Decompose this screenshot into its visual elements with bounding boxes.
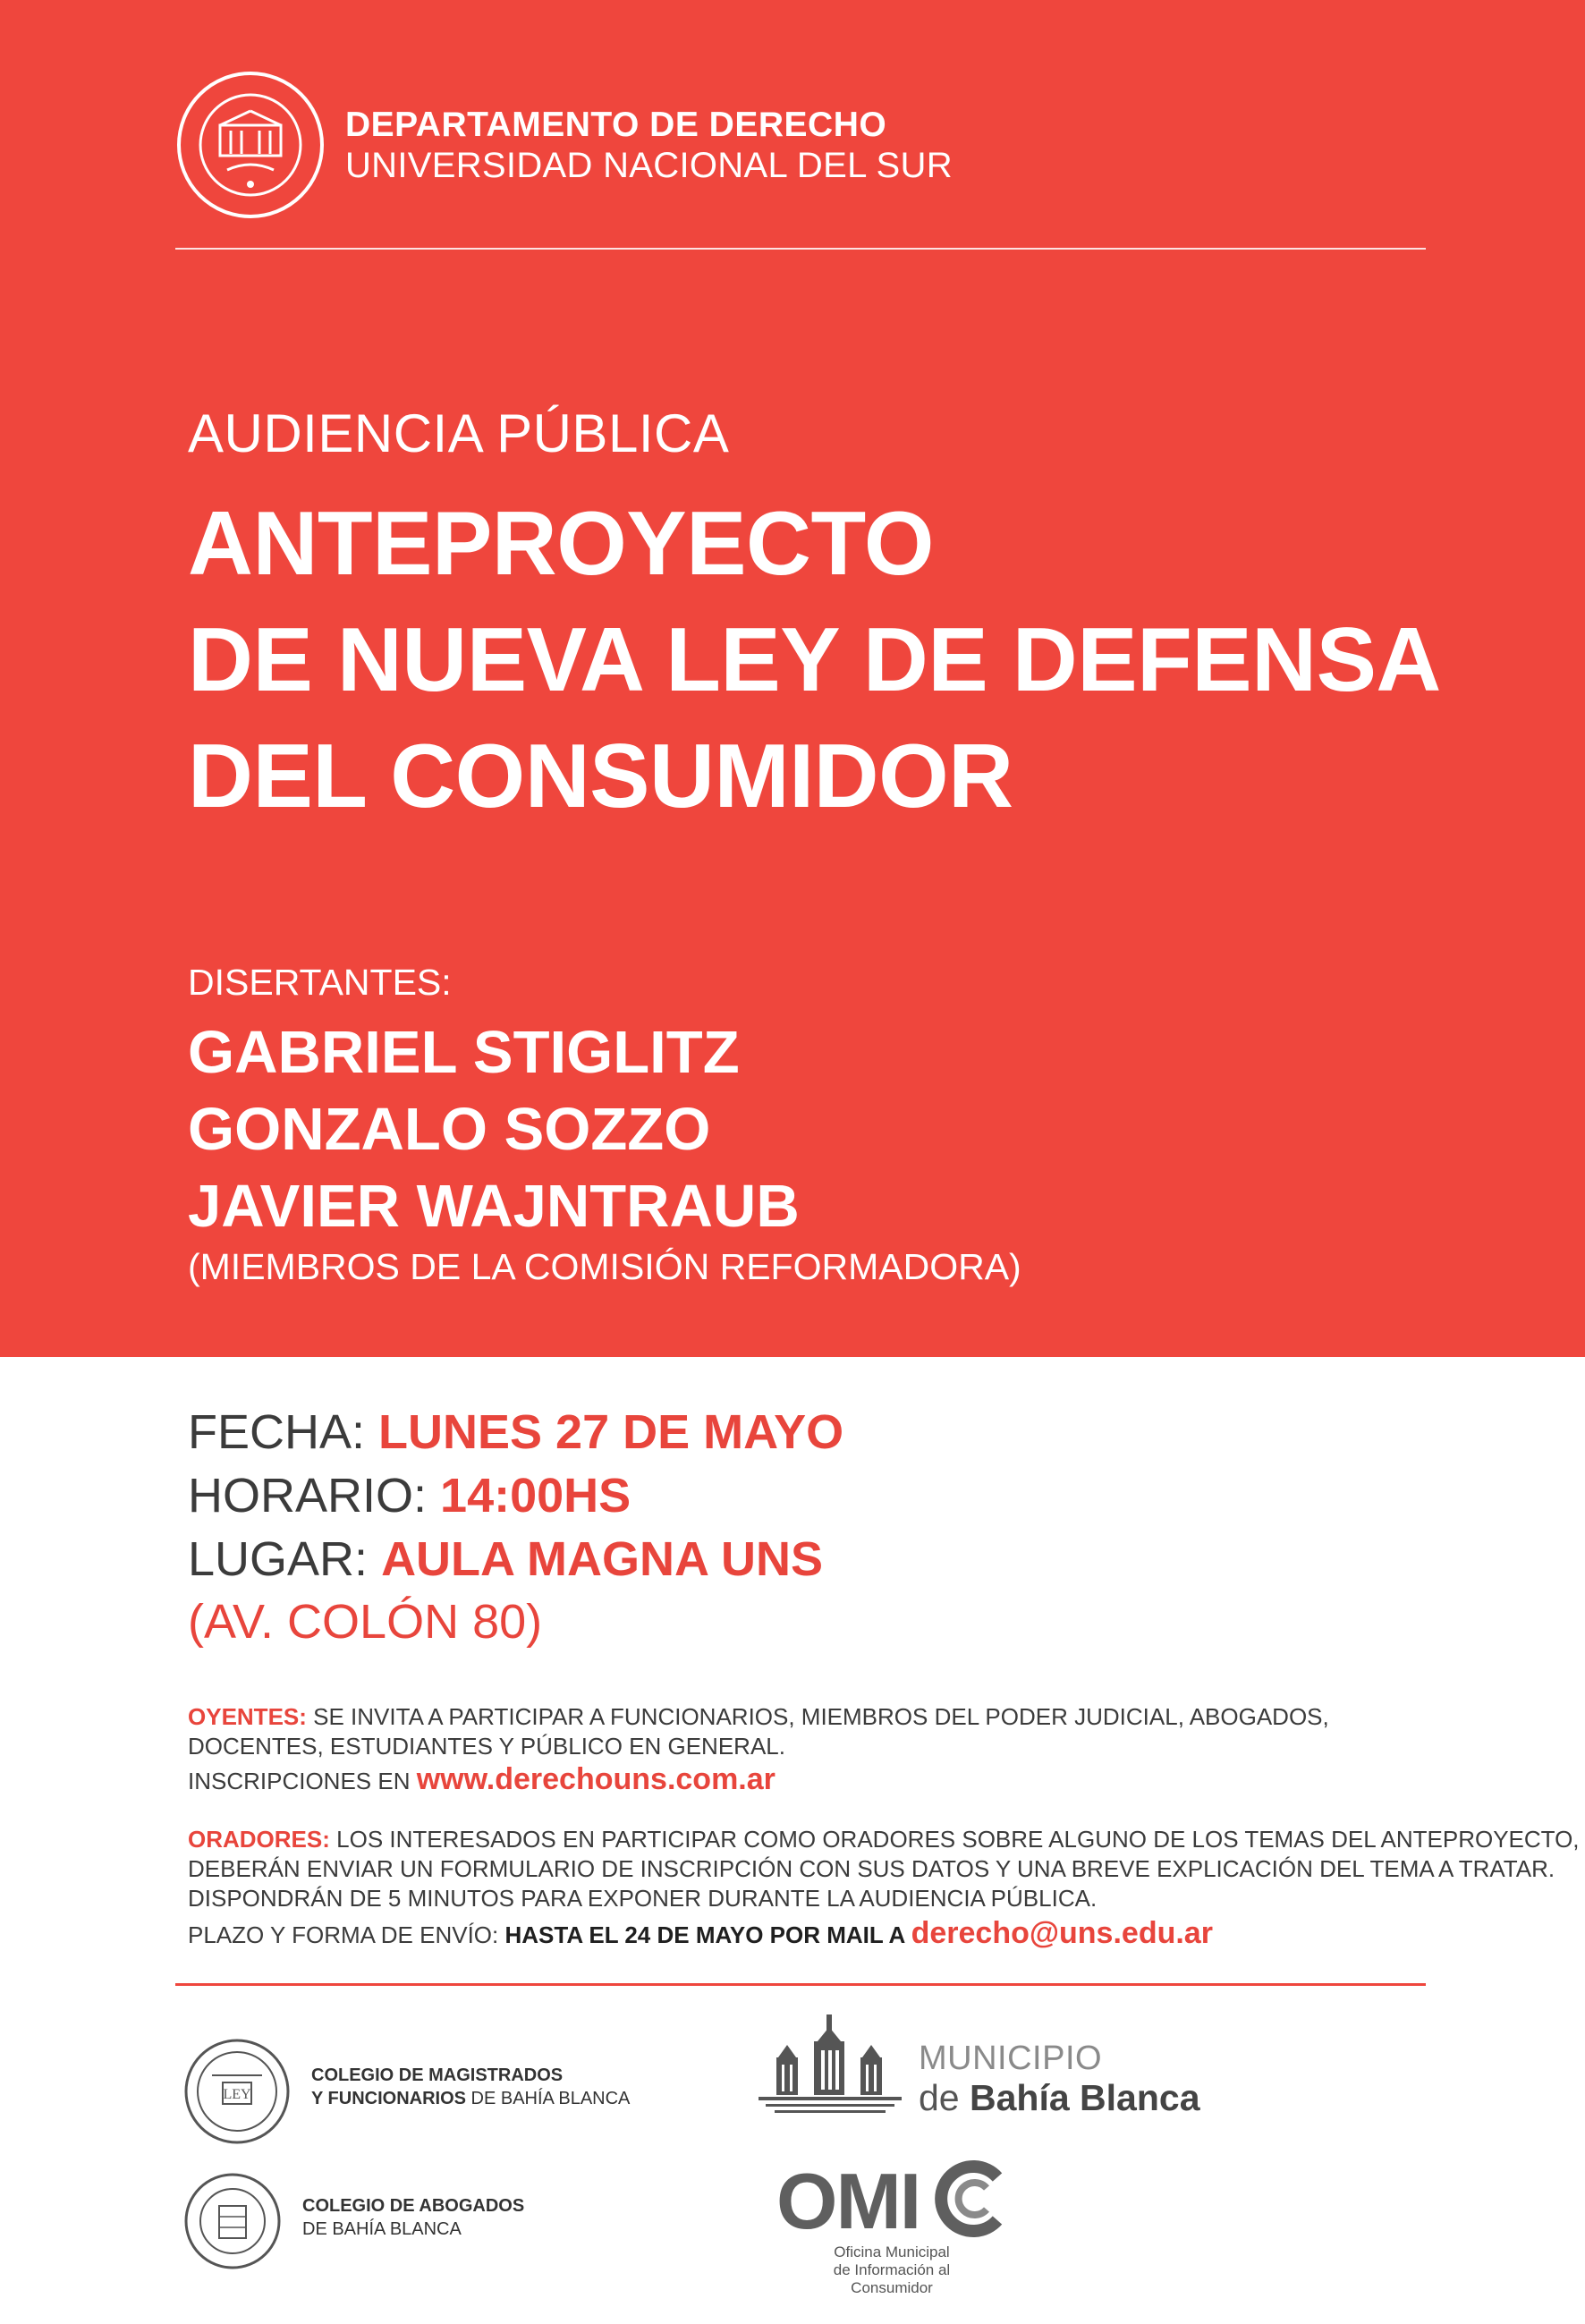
- date-label: FECHA:: [188, 1405, 379, 1459]
- department-name: DEPARTAMENTO DE DERECHO: [345, 106, 887, 144]
- municipio-de: de: [919, 2077, 970, 2118]
- deadline-label: PLAZO Y FORMA DE ENVÍO:: [188, 1921, 505, 1948]
- oradores-text: DEBERÁN ENVIAR UN FORMULARIO DE INSCRIPCIÓN CON SUS DATOS Y UNA BREVE EXPLICACIÓN DEL TEMA A TRATAR.: [188, 1855, 1555, 1882]
- oyentes-block: [188, 1702, 1329, 1796]
- time-label: HORARIO:: [188, 1469, 441, 1522]
- university-name: UNIVERSIDAD NACIONAL DEL SUR: [345, 146, 953, 185]
- title-line: ANTEPROYECTO: [188, 494, 934, 594]
- footer-divider: [175, 1983, 1426, 1986]
- oyentes-text: SE INVITA A PARTICIPAR A FUNCIONARIOS, MIEMBROS DEL PODER JUDICIAL, ABOGADOS,: [306, 1703, 1329, 1730]
- omic-subtitle-line: Oficina Municipal: [834, 2243, 950, 2260]
- municipio-title: MUNICIPIO: [919, 2040, 1103, 2077]
- magistrados-line: COLEGIO DE MAGISTRADOS: [311, 2065, 564, 2085]
- oradores-text: LOS INTERESADOS EN PARTICIPAR COMO ORADORES SOBRE ALGUNO DE LOS TEMAS DEL ANTEPROYECTO,: [329, 1826, 1580, 1853]
- inscripciones-label: INSCRIPCIONES EN: [188, 1768, 417, 1794]
- oradores-label: ORADORES:: [188, 1826, 330, 1853]
- omic-subtitle-line: de Información al Consumidor: [833, 2261, 951, 2296]
- registration-link[interactable]: www.derechouns.com.ar: [416, 1762, 776, 1796]
- municipio-cathedral-logo: [759, 2014, 902, 2120]
- time-row: [188, 1468, 631, 1523]
- event-title: [188, 486, 1441, 835]
- abogados-name: [302, 2194, 524, 2241]
- title-line: DE NUEVA LEY DE DEFENSA: [188, 610, 1441, 710]
- abogados-line: COLEGIO DE ABOGADOS: [302, 2196, 525, 2216]
- magistrados-name: [311, 2064, 630, 2110]
- speaker-name: JAVIER WAJNTRAUB: [188, 1173, 800, 1240]
- magistrados-line: Y FUNCIONARIOS: [311, 2089, 466, 2108]
- speakers-note: (MIEMBROS DE LA COMISIÓN REFORMADORA): [188, 1246, 1021, 1287]
- university-seal-logo: [175, 70, 326, 220]
- header-divider: [175, 248, 1426, 250]
- magistrados-seal-logo: [183, 2038, 291, 2145]
- omic-wordmark: OMI: [776, 2157, 920, 2245]
- omic-subtitle: [794, 2243, 989, 2297]
- deadline-value: HASTA EL 24 DE MAYO POR MAIL A: [504, 1921, 911, 1948]
- oyentes-label: OYENTES:: [188, 1703, 307, 1730]
- date-row: [188, 1404, 843, 1460]
- title-line: DEL CONSUMIDOR: [188, 726, 1013, 827]
- omic-c-logo: [928, 2158, 1008, 2240]
- time-value: 14:00HS: [440, 1469, 631, 1522]
- speakers-label: DISERTANTES:: [188, 962, 452, 1003]
- oyentes-text: DOCENTES, ESTUDIANTES Y PÚBLICO EN GENERAL.: [188, 1733, 785, 1760]
- event-kicker: AUDIENCIA PÚBLICA: [188, 403, 730, 463]
- magistrados-line: DE BAHÍA BLANCA: [465, 2089, 631, 2108]
- place-label: LUGAR:: [188, 1532, 382, 1586]
- speaker-name: GABRIEL STIGLITZ: [188, 1019, 740, 1086]
- municipio-city-row: [919, 2077, 1200, 2119]
- speakers-list: [188, 1014, 800, 1245]
- place-row: [188, 1531, 823, 1587]
- date-value: LUNES 27 DE MAYO: [378, 1405, 844, 1459]
- address: (AV. COLÓN 80): [188, 1595, 543, 1649]
- magistrados-seal-text: LEY: [223, 2087, 251, 2102]
- municipio-city: Bahía Blanca: [970, 2077, 1200, 2118]
- abogados-line: DE BAHÍA BLANCA: [302, 2219, 462, 2239]
- email-link[interactable]: derecho@uns.edu.ar: [911, 1916, 1213, 1950]
- speaker-name: GONZALO SOZZO: [188, 1096, 711, 1163]
- oradores-block: [188, 1825, 1580, 1950]
- abogados-seal-logo: [183, 2172, 282, 2270]
- place-value: AULA MAGNA UNS: [381, 1532, 824, 1586]
- oradores-text: DISPONDRÁN DE 5 MINUTOS PARA EXPONER DURANTE LA AUDIENCIA PÚBLICA.: [188, 1885, 1098, 1912]
